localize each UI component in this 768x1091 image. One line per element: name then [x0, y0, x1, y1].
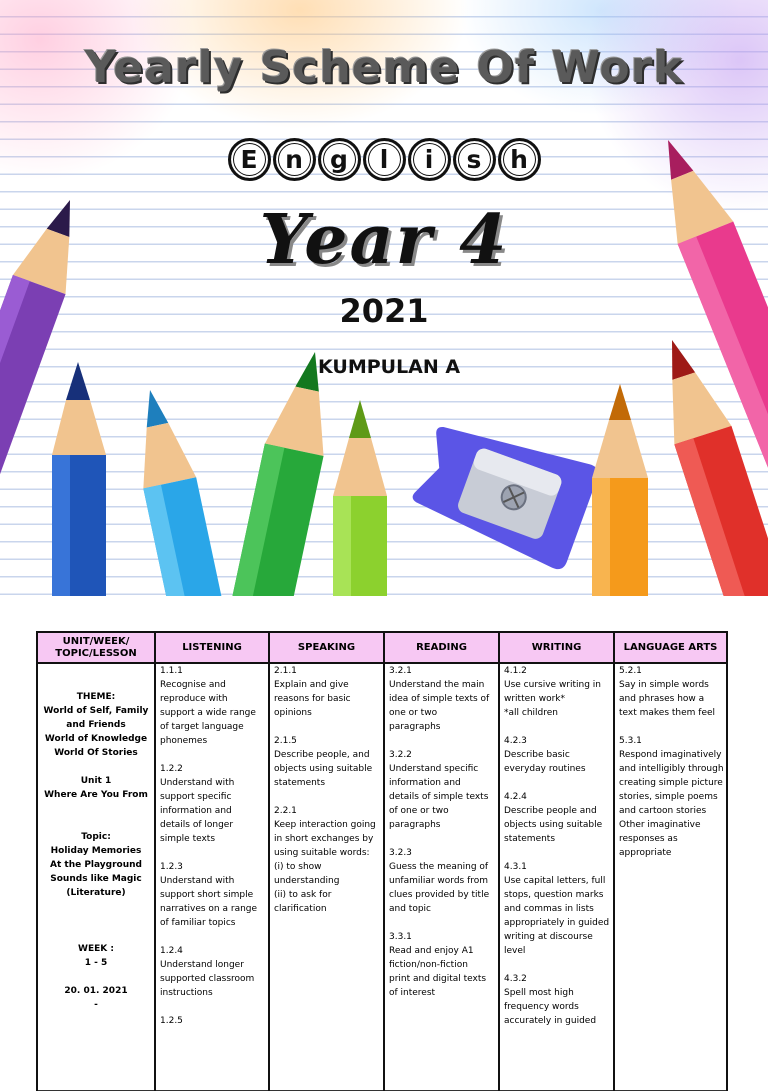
standard-text: of familiar topics	[160, 918, 236, 928]
subject-letter: E	[228, 138, 271, 181]
speaking-cell	[269, 663, 384, 1091]
standard-text: Describe people, and	[274, 750, 370, 760]
date-separator: -	[94, 1000, 98, 1010]
standard-text: clues provided by title	[389, 890, 490, 900]
standard-text: objects using suitable	[504, 820, 603, 830]
standard-code: 2.1.5	[274, 736, 297, 746]
standard-text: idea of simple texts of	[389, 694, 490, 704]
theme-label: THEME:	[76, 692, 116, 702]
topic-line: At the Playground	[49, 860, 142, 870]
writing-cell	[499, 663, 614, 1091]
standard-text: opinions	[274, 708, 312, 718]
table-row	[37, 663, 727, 1091]
standard-text: Understand with	[160, 876, 235, 886]
topic-cell	[37, 663, 155, 1091]
subject-letter: g	[318, 138, 361, 181]
standard-code: 1.2.4	[160, 946, 183, 956]
standard-text: frequency words	[504, 1002, 579, 1012]
standard-block	[619, 734, 722, 860]
pencil-icon	[333, 400, 387, 596]
standard-text: information and	[389, 778, 461, 788]
standard-text: Describe people and	[504, 806, 597, 816]
subject-letter: l	[363, 138, 406, 181]
theme-line: World of Knowledge	[44, 734, 148, 744]
standard-text: details of longer	[160, 820, 234, 830]
standard-text: using suitable words:	[274, 848, 370, 858]
standard-code: 1.2.3	[160, 862, 183, 872]
theme-line: World of Self, Family	[43, 706, 149, 716]
standard-code: 4.1.2	[504, 666, 527, 676]
standard-code: 1.2.5	[160, 1016, 183, 1026]
language-arts-cell	[614, 663, 727, 1091]
standard-text: unfamiliar words from	[389, 876, 489, 886]
standard-block	[619, 664, 722, 720]
standard-code: 4.3.2	[504, 974, 527, 984]
standard-code: 2.2.1	[274, 806, 297, 816]
sharpener-icon	[406, 411, 601, 572]
standard-code: 1.1.1	[160, 666, 183, 676]
pencil-icon	[223, 346, 344, 596]
standard-text: Say in simple words	[619, 680, 709, 690]
standard-text: support specific	[160, 792, 232, 802]
school-year: 2021	[339, 292, 429, 330]
standard-text: clarification	[274, 904, 327, 914]
standard-text: Understand the main	[389, 680, 485, 690]
topic-line: (Literature)	[66, 888, 126, 898]
table-header-row	[37, 632, 727, 663]
standard-block	[504, 972, 609, 1028]
page-title: Yearly Scheme Of Work	[84, 42, 684, 93]
standard-text: *all children	[504, 708, 558, 718]
standard-text: support short simple	[160, 890, 254, 900]
col-header-listening: LISTENING	[155, 632, 269, 663]
standard-code: 3.2.1	[389, 666, 412, 676]
standard-text: support a wide range	[160, 708, 256, 718]
standard-text: and cartoon stories	[619, 806, 707, 816]
reading-cell	[384, 663, 499, 1091]
pencil-icon	[52, 362, 106, 596]
standard-block	[274, 734, 379, 790]
group-label: KUMPULAN A	[318, 356, 461, 378]
unit-title: Where Are You From	[44, 790, 148, 800]
standard-text: writing at discourse	[504, 932, 593, 942]
standard-text: Understand with	[160, 778, 235, 788]
standard-text: in short exchanges by	[274, 834, 374, 844]
standard-text: Use cursive writing in	[504, 680, 602, 690]
standard-text: phonemes	[160, 736, 208, 746]
standard-block	[160, 762, 264, 846]
col-header-writing: WRITING	[499, 632, 614, 663]
standard-text: and commas in lists	[504, 904, 594, 914]
standard-code: 3.3.1	[389, 932, 412, 942]
standard-block	[389, 846, 494, 916]
standard-block	[160, 664, 264, 748]
standard-text: Describe basic	[504, 750, 570, 760]
standard-text: Other imaginative	[619, 820, 701, 830]
standard-text: supported classroom	[160, 974, 255, 984]
col-header-reading: READING	[384, 632, 499, 663]
standard-block	[389, 930, 494, 1000]
col-header-unit-label: UNIT/WEEK/ TOPIC/LESSON	[55, 635, 137, 659]
standard-block	[504, 734, 609, 776]
standard-code: 3.2.2	[389, 750, 412, 760]
standard-block	[160, 1014, 264, 1028]
pencil-icon	[592, 384, 648, 596]
theme-line: World Of Stories	[54, 748, 138, 758]
standard-text: reasons for basic	[274, 694, 351, 704]
standard-text: information and	[160, 806, 232, 816]
standard-block	[160, 860, 264, 930]
standard-text: Keep interaction going	[274, 820, 376, 830]
col-header-speaking: SPEAKING	[269, 632, 384, 663]
standard-text: of interest	[389, 988, 436, 998]
standard-text: responses as	[619, 834, 678, 844]
standard-text: of target language	[160, 722, 244, 732]
standard-text: Spell most high	[504, 988, 574, 998]
standard-text: Understand specific	[389, 764, 479, 774]
standard-block	[160, 944, 264, 1000]
standard-text: appropriately in guided	[504, 918, 610, 928]
standard-code: 3.2.3	[389, 848, 412, 858]
standard-block	[389, 748, 494, 832]
standard-code: 5.2.1	[619, 666, 642, 676]
standard-text: Respond imaginatively	[619, 750, 722, 760]
standard-text: everyday routines	[504, 764, 586, 774]
standard-code: 2.1.1	[274, 666, 297, 676]
scheme-table	[36, 631, 728, 1091]
standard-text: Use capital letters, full	[504, 876, 606, 886]
standard-block	[504, 790, 609, 846]
standard-text: fiction/non-fiction	[389, 960, 468, 970]
standard-code: 4.2.4	[504, 792, 527, 802]
unit-label: Unit 1	[80, 776, 112, 786]
standard-text: paragraphs	[389, 820, 441, 830]
date-start: 20. 01. 2021	[64, 986, 128, 996]
standard-text: text makes them feel	[619, 708, 716, 718]
subject-letter: s	[453, 138, 496, 181]
standard-block	[504, 664, 609, 720]
standard-text: one or two	[389, 708, 438, 718]
standard-text: statements	[504, 834, 556, 844]
year-level: Year 4	[259, 200, 509, 280]
standard-code: 5.3.1	[619, 736, 642, 746]
listening-cell	[155, 663, 269, 1091]
standard-text: print and digital texts	[389, 974, 487, 984]
standard-text: (ii) to ask for	[274, 890, 332, 900]
standard-code: 1.2.2	[160, 764, 183, 774]
standard-block	[504, 860, 609, 958]
standard-text: reproduce with	[160, 694, 228, 704]
standard-block	[274, 804, 379, 916]
standard-text: understanding	[274, 876, 340, 886]
col-header-language-arts: LANGUAGE ARTS	[614, 632, 727, 663]
subject-letter: h	[498, 138, 541, 181]
standard-text: Explain and give	[274, 680, 349, 690]
subject-letter: i	[408, 138, 451, 181]
pencil-icon	[124, 384, 234, 596]
topic-label: Topic:	[81, 832, 111, 842]
topic-line: Sounds like Magic	[50, 874, 142, 884]
standard-text: stories, simple poems	[619, 792, 718, 802]
standard-text: and phrases how a	[619, 694, 705, 704]
topic-line: Holiday Memories	[50, 846, 142, 856]
standard-text: statements	[274, 778, 326, 788]
standard-text: Recognise and	[160, 680, 226, 690]
subject-title	[0, 138, 768, 181]
col-header-unit	[37, 632, 155, 663]
standard-text: level	[504, 946, 526, 956]
standard-block	[389, 664, 494, 734]
standard-text: details of simple texts	[389, 792, 489, 802]
standard-text: stops, question marks	[504, 890, 604, 900]
standard-text: instructions	[160, 988, 213, 998]
standard-text: objects using suitable	[274, 764, 373, 774]
standard-text: narratives on a range	[160, 904, 258, 914]
standard-text: Guess the meaning of	[389, 862, 489, 872]
standard-text: accurately in guided	[504, 1016, 597, 1026]
standard-text: and topic	[389, 904, 431, 914]
standard-block	[274, 664, 379, 720]
standard-text: of one or two	[389, 806, 449, 816]
standard-text: paragraphs	[389, 722, 441, 732]
standard-text: simple texts	[160, 834, 216, 844]
standard-text: appropriate	[619, 848, 672, 858]
standard-text: creating simple picture	[619, 778, 723, 788]
week-label: WEEK :	[78, 944, 114, 954]
standard-code: 4.3.1	[504, 862, 527, 872]
standard-text: (i) to show	[274, 862, 322, 872]
theme-line: and Friends	[66, 720, 126, 730]
standard-text: Understand longer	[160, 960, 244, 970]
standard-text: written work*	[504, 694, 566, 704]
week-range: 1 - 5	[84, 958, 108, 968]
standard-text: Read and enjoy A1	[389, 946, 474, 956]
standard-code: 4.2.3	[504, 736, 527, 746]
subject-letter: n	[273, 138, 316, 181]
standard-text: and intelligibly through	[619, 764, 724, 774]
